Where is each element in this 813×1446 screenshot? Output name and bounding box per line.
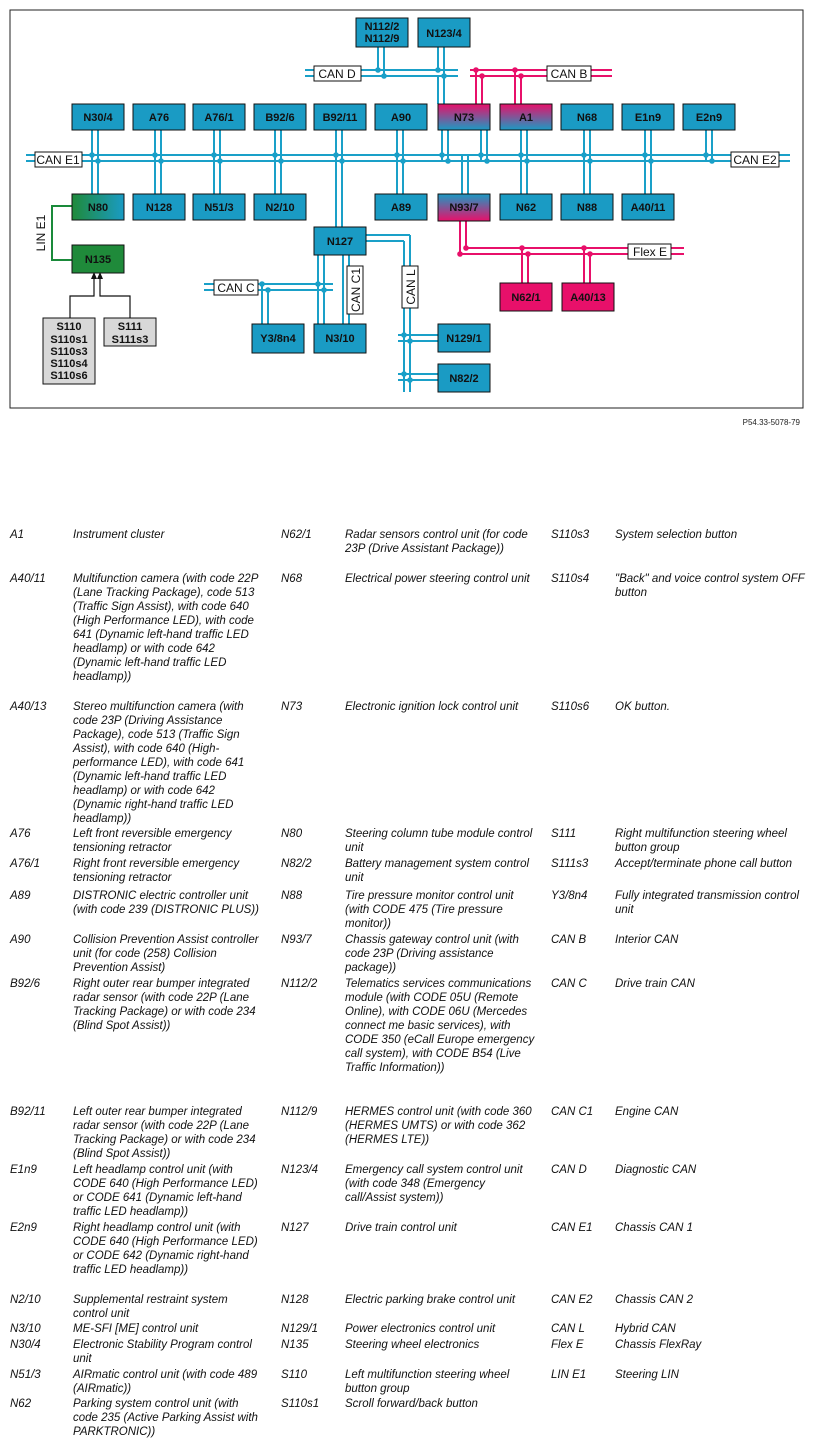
legend-description: Diagnostic CAN [615, 1164, 697, 1176]
network-diagram [0, 0, 813, 440]
label-b92-6: B92/6 [265, 112, 295, 124]
label-s110s3: S110s3 [50, 346, 88, 358]
label-n62: N62 [515, 202, 537, 214]
legend-description: Tire pressure monitor control unit (with CODE 475 (Tire pressure monitor)) [345, 890, 514, 930]
legend-description: Drive train CAN [615, 978, 695, 990]
legend-description: Right front reversible emergency tensioning retractor [73, 858, 240, 884]
legend-code: S110s6 [551, 701, 590, 713]
legend-code: Flex E [551, 1339, 584, 1351]
legend-description: Power electronics control unit [345, 1323, 496, 1335]
legend-code: N112/2 [281, 978, 318, 990]
bus-label-can-e2: CAN E2 [733, 153, 777, 167]
legend-description: Battery management system control unit [345, 858, 530, 884]
label-a1: A1 [518, 112, 534, 124]
label-b92-11: B92/11 [322, 112, 358, 124]
legend-code: S111 [551, 828, 577, 840]
legend-description: Chassis FlexRay [615, 1339, 702, 1351]
legend-code: S110 [281, 1369, 308, 1381]
legend-code: CAN E1 [551, 1222, 593, 1234]
legend-description: Electronic ignition lock control unit [345, 701, 519, 713]
bus-label-can-e1: CAN E1 [36, 153, 80, 167]
label-a76: A76 [148, 112, 170, 124]
label-n3-10: N3/10 [325, 333, 355, 345]
bus-label-lin-e1: LIN E1 [34, 214, 48, 252]
bus-label-flex-e: Flex E [632, 245, 668, 259]
legend-description: HERMES control unit (with code 360 (HERMES UMTS) or with code 362 (HERMES LTE)) [345, 1106, 532, 1146]
label-n123-4: N123/4 [426, 28, 462, 40]
legend-code: S110s3 [551, 529, 590, 541]
legend-description: AIRmatic control unit (with code 489 (AIRmatic)) [73, 1369, 258, 1395]
legend-code: N62 [10, 1398, 32, 1410]
label-s111s3: S111s3 [111, 334, 149, 346]
legend-code: N30/4 [10, 1339, 41, 1351]
label-n129-1: N129/1 [446, 333, 482, 345]
legend-code: S111s3 [551, 858, 589, 870]
legend-code: A1 [10, 529, 25, 541]
legend-code: N3/10 [10, 1323, 41, 1335]
legend-code: N62/1 [281, 529, 312, 541]
legend-description: Accept/terminate phone call button [615, 858, 793, 870]
legend-description: Parking system control unit (with code 235 (Active Parking Assist with PARKTRONIC)) [73, 1398, 258, 1438]
legend-code: S110s1 [281, 1398, 320, 1410]
legend-code: CAN C [551, 978, 587, 990]
legend-description: Instrument cluster [73, 529, 165, 541]
legend-code: B92/11 [10, 1106, 46, 1118]
label-y3-8n4: Y3/8n4 [260, 333, 296, 345]
legend-code: N112/9 [281, 1106, 318, 1118]
legend-description: Right headlamp control unit (with CODE 640 (High Performance LED) or CODE 642 (Dynamic right-hand traffic LED headlamp)) [73, 1222, 258, 1276]
legend-description: Right multifunction steering wheel button group [615, 828, 787, 854]
legend-description: Drive train control unit [345, 1222, 457, 1234]
legend-description: Interior CAN [615, 934, 679, 946]
label-n82-2: N82/2 [449, 373, 479, 385]
label-n112-9: N112/9 [364, 33, 400, 45]
legend-code: N2/10 [10, 1294, 41, 1306]
switch-arrows [70, 276, 130, 318]
label-a89: A89 [390, 202, 412, 214]
legend-code: Y3/8n4 [551, 890, 588, 902]
legend-description: Left outer rear bumper integrated radar sensor (with code 22P (Lane Tracking Package) or with code 234 (Blind Spot Assist)) [73, 1106, 256, 1160]
legend-code: A90 [10, 934, 31, 946]
legend-code: A89 [10, 890, 31, 902]
legend-code: N51/3 [10, 1369, 41, 1381]
label-n93-7: N93/7 [449, 202, 479, 214]
bus-label-can-l: CAN L [404, 269, 418, 305]
legend-description: "Back" and voice control system OFF button [615, 573, 805, 599]
legend-description: Steering column tube module control unit [345, 828, 533, 854]
legend-description: Scroll forward/back button [345, 1398, 478, 1410]
legend-code: E2n9 [10, 1222, 37, 1234]
legend-description: Left multifunction steering wheel button group [345, 1369, 510, 1395]
legend-code: N73 [281, 701, 303, 713]
label-a40-11: A40/11 [630, 202, 666, 214]
label-n30-4: N30/4 [83, 112, 113, 124]
label-n128: N128 [145, 202, 173, 214]
legend-description: Right outer rear bumper integrated radar sensor (with code 22P (Lane Tracking Package) or with code 234 (Blind Spot Assist)) [73, 978, 256, 1032]
label-n88: N88 [576, 202, 598, 214]
label-n80: N80 [87, 202, 109, 214]
legend-description: Chassis CAN 1 [615, 1222, 693, 1234]
legend-description: OK button. [615, 701, 670, 713]
legend-description: Emergency call system control unit (with code 348 (Emergency call/Assist system)) [345, 1164, 523, 1204]
legend-code: A40/13 [10, 701, 47, 713]
bus-labels [34, 66, 779, 314]
legend-code: N123/4 [281, 1164, 319, 1176]
legend-code: N68 [281, 573, 303, 585]
legend-code: N127 [281, 1222, 309, 1234]
legend-description: System selection button [615, 529, 738, 541]
label-s110s6: S110s6 [50, 370, 88, 382]
legend-description: Chassis CAN 2 [615, 1294, 693, 1306]
legend-description: Supplemental restraint system control unit [73, 1294, 228, 1320]
label-n62-1: N62/1 [511, 292, 541, 304]
label-e2n9: E2n9 [695, 112, 723, 124]
legend-description: Left front reversible emergency tensioning retractor [73, 828, 232, 854]
legend-code: N88 [281, 890, 303, 902]
legend-description: Chassis gateway control unit (with code 23P (Driving assistance package)) [345, 934, 519, 974]
label-n51-3: N51/3 [204, 202, 234, 214]
legend-description: Stereo multifunction camera (with code 23P (Driving Assistance Package), code 513 (Traffic Sign Assist), with code 640 (High-performance LED), with code 641 (Dynamic left-hand traffic LED headlamp) or with code 642 (Dynamic right-hand traffic LED headlamp)) [73, 701, 245, 825]
label-a76-1: A76/1 [204, 112, 234, 124]
bus-label-can-c: CAN C [217, 281, 255, 295]
legend-description: Left headlamp control unit (with CODE 640 (High Performance LED) or CODE 641 (Dynamic left-hand traffic LED headlamp)) [73, 1164, 258, 1218]
legend-code: N93/7 [281, 934, 312, 946]
label-n127: N127 [326, 236, 354, 248]
legend-code: CAN L [551, 1323, 585, 1335]
lin-line [52, 206, 72, 260]
label-a40-13: A40/13 [570, 292, 606, 304]
bus-label-can-d: CAN D [318, 67, 356, 81]
legend-description: Electronic Stability Program control unit [73, 1339, 252, 1365]
label-s110s4: S110s4 [50, 358, 88, 370]
legend-code: A76/1 [10, 858, 41, 870]
legend-description: Fully integrated transmission control unit [615, 890, 800, 916]
bus-label-can-c1: CAN C1 [349, 267, 363, 313]
label-s110s1: S110s1 [50, 334, 88, 346]
legend-description: Collision Prevention Assist controller unit (for code (258) Collision Prevention Assist) [73, 934, 259, 974]
legend-code: CAN B [551, 934, 587, 946]
legend-description: Steering wheel electronics [345, 1339, 480, 1351]
legend-description: Multifunction camera (with code 22P (Lane Tracking Package), code 513 (Traffic Sign Assist), with code 640 (High Performance LED), with code 641 (Dynamic left-hand traffic LED headlamp) or with code 642 (Dynamic left-hand traffic LED headlamp)) [73, 573, 258, 683]
legend-code: N128 [281, 1294, 309, 1306]
legend-description: Steering LIN [615, 1369, 679, 1381]
figure-reference: P54.33-5078-79 [742, 418, 800, 427]
legend-description: DISTRONIC electric controller unit (with code 239 (DISTRONIC PLUS)) [73, 890, 259, 916]
legend-code: B92/6 [10, 978, 41, 990]
legend-description: Telematics services communications module (with CODE 05U (Remote Online), with CODE 06U (Mercedes connect me basic services), with CODE 350 (eCall Europe emergency call system), with CODE B54 (Live Traffic Information)) [345, 978, 535, 1074]
label-s110: S110 [56, 321, 82, 333]
legend-description: Electric parking brake control unit [345, 1294, 516, 1306]
label-e1n9: E1n9 [634, 112, 662, 124]
legend-code: CAN D [551, 1164, 587, 1176]
legend-description: Hybrid CAN [615, 1323, 676, 1335]
legend-code: CAN C1 [551, 1106, 594, 1118]
legend-description: Radar sensors control unit (for code 23P (Drive Assistant Package)) [345, 529, 528, 555]
label-s111: S111 [117, 321, 143, 333]
legend-code: E1n9 [10, 1164, 37, 1176]
legend-code: N82/2 [281, 858, 312, 870]
label-n135: N135 [84, 254, 112, 266]
legend-code: S110s4 [551, 573, 590, 585]
legend-code: N135 [281, 1339, 309, 1351]
label-n68: N68 [576, 112, 598, 124]
label-n73: N73 [453, 112, 475, 124]
legend-code: N129/1 [281, 1323, 319, 1335]
legend-code: N80 [281, 828, 303, 840]
label-a90: A90 [390, 112, 412, 124]
label-n112-2: N112/2 [364, 21, 400, 33]
legend-code: A76 [10, 828, 31, 840]
legend-description: Electrical power steering control unit [345, 573, 530, 585]
legend-description: ME-SFI [ME] control unit [73, 1323, 199, 1335]
legend-code: A40/11 [10, 573, 46, 585]
label-n2-10: N2/10 [265, 202, 295, 214]
legend-description: Engine CAN [615, 1106, 679, 1118]
legend-code: LIN E1 [551, 1369, 587, 1381]
legend-code: CAN E2 [551, 1294, 593, 1306]
bus-label-can-b: CAN B [550, 67, 588, 81]
